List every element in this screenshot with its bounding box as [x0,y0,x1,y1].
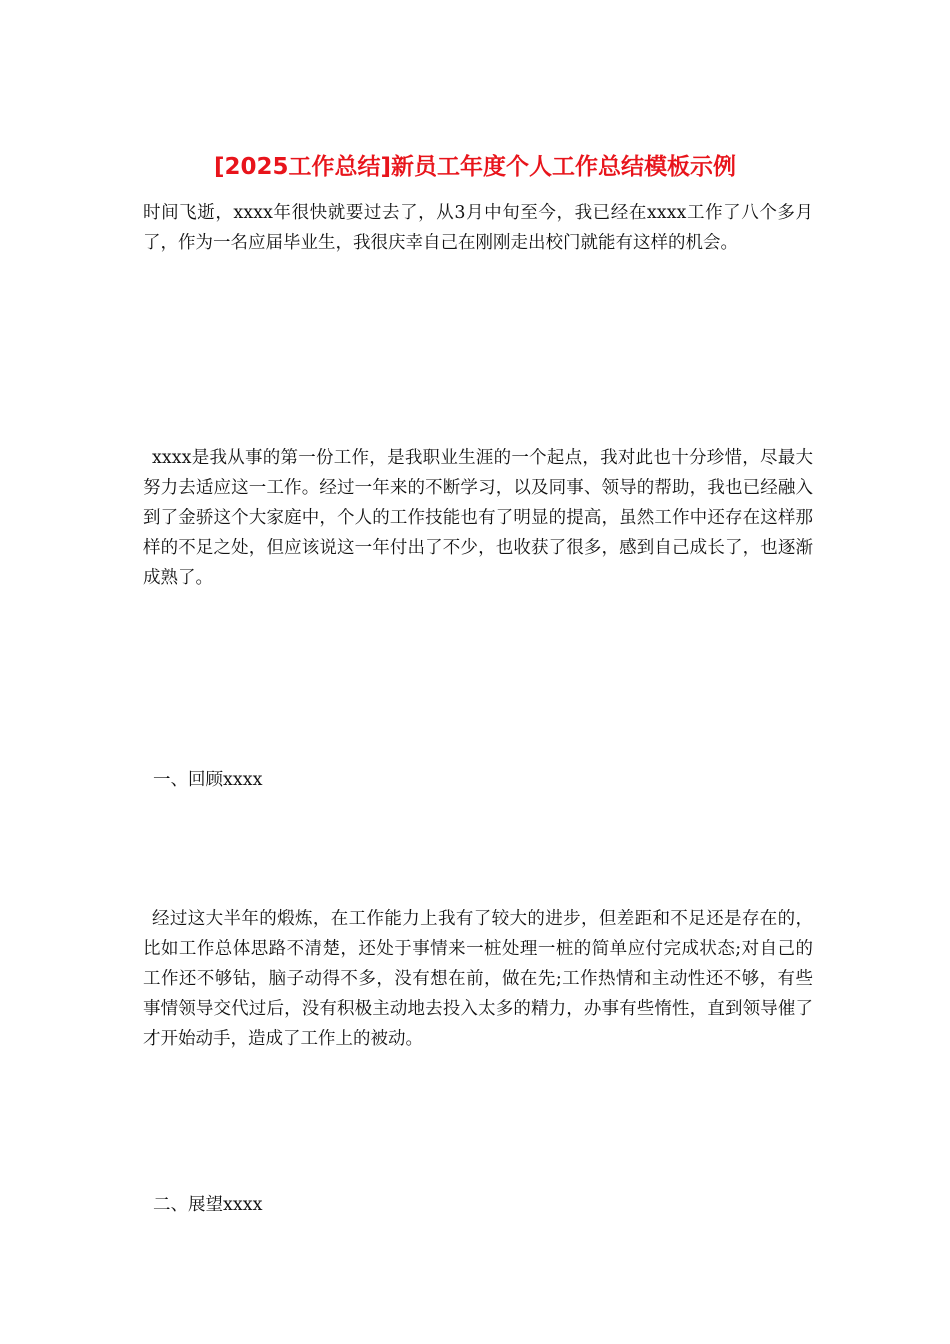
document-title: [2025工作总结]新员工年度个人工作总结模板示例 [213,154,737,180]
paragraph-review: 经过这大半年的煅炼，在工作能力上我有了较大的进步，但差距和不足还是存在的，比如工作总体思路不清楚，还处于事情来一桩处理一桩的简单应付完成状态;对自己的工作还不够钻，脑子动得不多，没有想在前，做在先;工作热情和主动性还不够，有些事情领导交代过后，没有积极主动地去投入太多的精力，办事有些惰性，直到领导催了才开始动手，造成了工作上的被动。 [143,909,813,1049]
paragraph-intro: 时间飞逝，xxxx年很快就要过去了，从3月中旬至今，我已经在xxxx工作了八个多月了，作为一名应届毕业生，我很庆幸自己在刚刚走出校门就能有这样的机会。 [143,203,813,253]
section-heading-outlook: 二、展望xxxx [153,1195,263,1215]
paragraph-first-job: xxxx是我从事的第一份工作，是我职业生涯的一个起点，我对此也十分珍惜，尽最大努力去适应这一工作。经过一年来的不断学习，以及同事、领导的帮助，我也已经融入到了金骄这个大家庭中，个人的工作技能也有了明显的提高，虽然工作中还存在这样那样的不足之处，但应该说这一年付出了不少，也收获了很多，感到自己成长了，也逐渐成熟了。 [143,448,813,588]
section-heading-review: 一、回顾xxxx [153,770,263,790]
